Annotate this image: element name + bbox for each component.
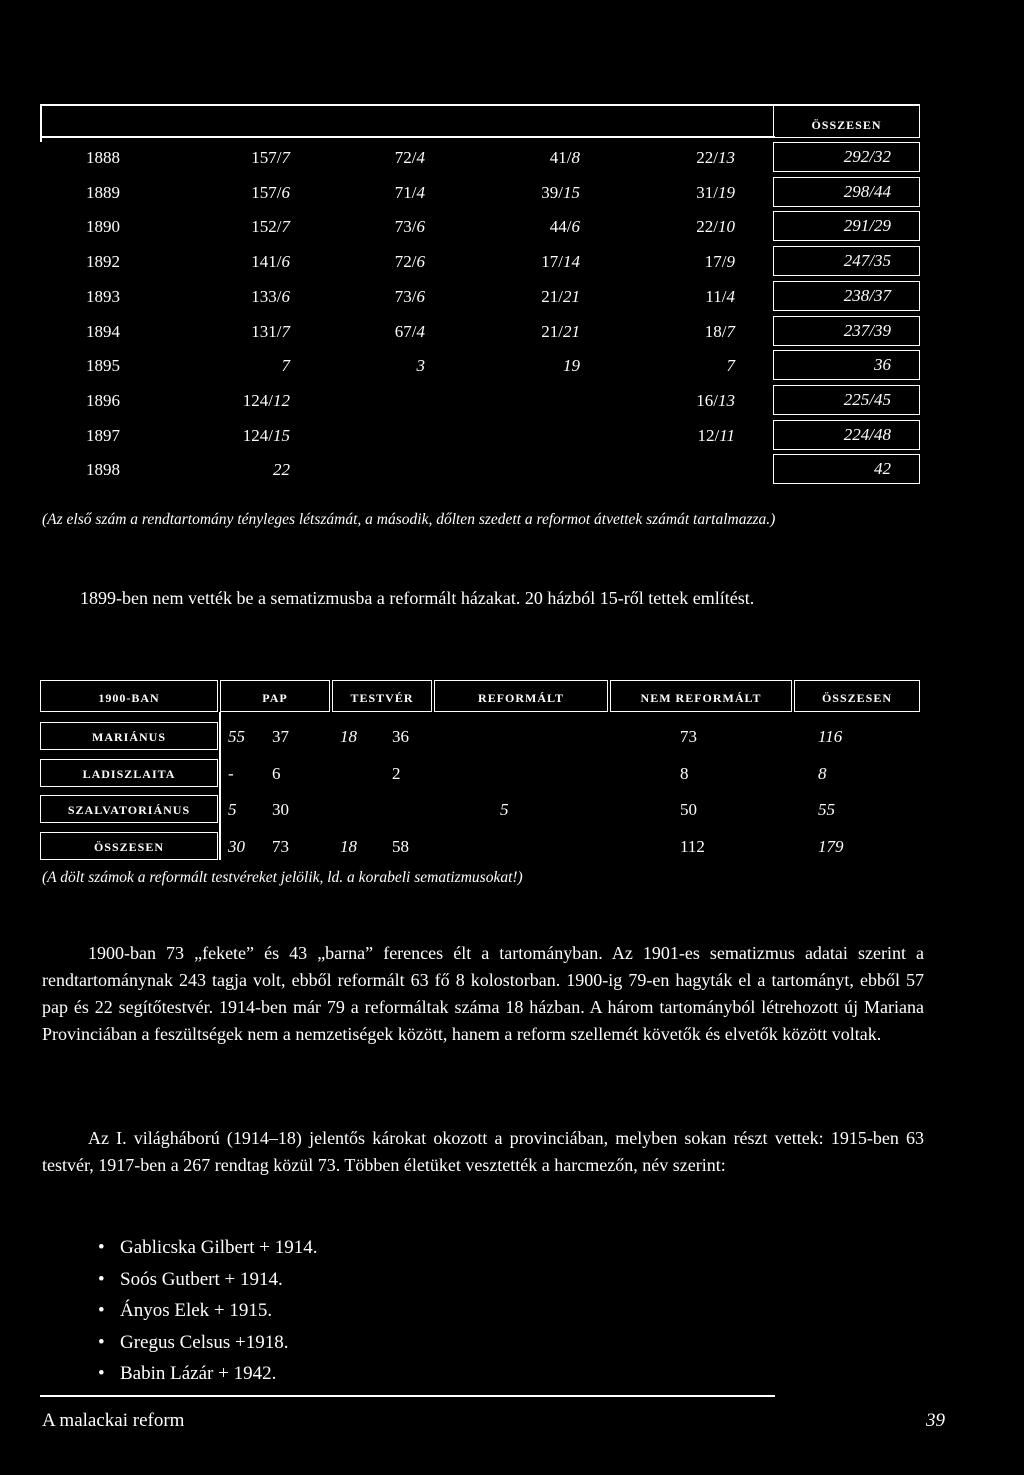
total-value: 36 <box>874 355 891 375</box>
col3-cell: 19 <box>563 356 580 376</box>
pap-cell: 73 <box>272 836 289 856</box>
pap-cell: 37 <box>272 727 289 746</box>
row-label: MARIÁNUS <box>92 730 166 744</box>
total-cell <box>773 385 920 415</box>
osszesen-cell: 8 <box>818 763 827 783</box>
nem-reformalt-cell: 73 <box>680 727 697 746</box>
col1-cell: 133/6 <box>251 286 290 306</box>
total-cell <box>773 246 920 276</box>
year-cell: 1898 <box>86 460 120 480</box>
total-cell <box>773 316 920 346</box>
col2-cell: 72/4 <box>394 148 425 167</box>
col4-cell: 18/7 <box>704 321 735 341</box>
col4-cell: 31/19 <box>696 182 735 202</box>
osszesen-cell: 116 <box>818 727 843 746</box>
col3-cell: 41/8 <box>549 148 580 167</box>
row-label-box <box>40 795 218 823</box>
col2-cell: 3 <box>416 356 425 376</box>
table-2-note: (A dölt számok a reformált testvéreket jelölik, ld. a korabeli sematizmusokat!) <box>42 869 523 886</box>
total-cell <box>773 420 920 450</box>
row-label-box <box>40 832 218 860</box>
table-1-note: (Az első szám a rendtartomány tényleges létszámát, a második, dőlten szedett a reformot átvettek számát tartalmazza.) <box>42 511 776 528</box>
list-item: • Ányos Elek + 1915. <box>98 1295 318 1327</box>
total-cell <box>773 350 920 380</box>
col4-cell: 22/10 <box>696 217 735 237</box>
table-2-header-testver: TESTVÉR <box>332 680 432 712</box>
row-label: SZALVATORIÁNUS <box>67 803 191 817</box>
year-cell: 1897 <box>86 425 120 445</box>
col2-cell: 67/4 <box>394 321 425 341</box>
total-value: 225/45 <box>843 389 891 409</box>
total-cell <box>773 281 920 311</box>
col3-cell: 17/14 <box>541 252 580 272</box>
osszesen-cell: 179 <box>818 836 844 856</box>
list-item: • Soós Gutbert + 1914. <box>98 1264 318 1296</box>
osszesen-cell: 55 <box>818 800 835 819</box>
pap-cell: 30 <box>272 800 289 819</box>
total-value: 237/39 <box>843 320 891 340</box>
row-label-box <box>40 759 218 787</box>
col3-cell: 39/15 <box>541 182 580 202</box>
footer-rule <box>40 1395 775 1397</box>
total-cell <box>773 211 920 241</box>
row-label-box <box>40 722 218 750</box>
testver-ref-cell: 18 <box>340 836 357 856</box>
total-value: 42 <box>874 459 891 479</box>
pap-ref-cell: 5 <box>228 800 237 819</box>
year-cell: 1892 <box>86 252 120 272</box>
pap-ref-cell: - <box>228 763 234 783</box>
year-cell: 1893 <box>86 286 120 306</box>
total-cell <box>773 177 920 207</box>
pap-ref-cell: 55 <box>228 727 245 746</box>
table-2-header-pap: PAP <box>220 680 330 712</box>
col3-cell: 44/6 <box>549 217 580 237</box>
col2-cell: 73/6 <box>394 286 425 306</box>
year-cell: 1890 <box>86 217 120 237</box>
total-cell <box>773 454 920 484</box>
total-value: 224/48 <box>843 424 891 444</box>
col2-cell: 73/6 <box>394 217 425 237</box>
pap-ref-cell: 30 <box>228 836 245 856</box>
col1-cell: 124/15 <box>242 425 290 445</box>
footer-title: A malackai reform <box>42 1410 185 1431</box>
list-item: • Gregus Celsus +1918. <box>98 1327 318 1359</box>
year-cell: 1894 <box>86 321 120 341</box>
paragraph-2: 1900-ban 73 „fekete” és 43 „barna” ferences élt a tartományban. Az 1901-es sematizmus adatai szerint a rendtartománynak 243 tagja volt, ebből reformált 63 fő 8 kolostorban. 1900-ig 79-en hagyták el a tartományt, ebből 57 pap és 22 segítőtestvér. 1914-ben már 79 a reformáltak száma 18 házban. A három tartományból létrehozott új Mariana Provinciában a feszültségek nem a nemzetiségek között, hanem a reform szellemét követők és elvetők között voltak. <box>42 943 924 1044</box>
total-value: 291/29 <box>843 216 891 236</box>
page-number: 39 <box>926 1410 945 1431</box>
fallen-list <box>98 1232 318 1390</box>
list-item: • Gablicska Gilbert + 1914. <box>98 1232 318 1264</box>
table-1-left-rule <box>40 104 42 142</box>
reformalt-cell: 5 <box>500 800 509 819</box>
col4-cell: 11/4 <box>705 286 735 306</box>
table-2-header-nem-reformalt: NEM REFORMÁLT <box>610 680 792 712</box>
table-1-header-rule <box>40 136 775 138</box>
col1-cell: 157/7 <box>251 148 290 167</box>
col1-cell: 157/6 <box>251 182 290 202</box>
total-value: 238/37 <box>843 285 891 305</box>
year-cell: 1896 <box>86 390 120 410</box>
total-value: 298/44 <box>843 181 891 201</box>
nem-reformalt-cell: 112 <box>680 836 705 856</box>
col1-cell: 152/7 <box>251 217 290 237</box>
col2-cell: 71/4 <box>394 182 425 202</box>
table-2-header-reformalt: REFORMÁLT <box>434 680 608 712</box>
paragraph-1: 1899-ben nem vették be a sematizmusba a reformált házakat. 20 házból 15-ről tettek említést. <box>80 588 755 608</box>
col4-cell: 7 <box>726 356 735 376</box>
total-cell <box>773 142 920 172</box>
year-cell: 1888 <box>86 148 120 167</box>
col1-cell: 124/12 <box>242 390 290 410</box>
col3-cell: 21/21 <box>541 286 580 306</box>
year-cell: 1889 <box>86 182 120 202</box>
col1-cell: 22 <box>273 460 290 480</box>
year-cell: 1895 <box>86 356 120 376</box>
total-value: 247/35 <box>843 251 891 271</box>
nem-reformalt-cell: 8 <box>680 763 689 783</box>
pap-cell: 6 <box>272 763 281 783</box>
nem-reformalt-cell: 50 <box>680 800 697 819</box>
col1-cell: 7 <box>281 356 290 376</box>
col2-cell: 72/6 <box>394 252 425 272</box>
testver-ref-cell: 18 <box>340 727 357 746</box>
list-item: • Babin Lázár + 1942. <box>98 1358 318 1390</box>
total-value: 292/32 <box>843 147 891 166</box>
col1-cell: 141/6 <box>251 252 290 272</box>
col3-cell: 21/21 <box>541 321 580 341</box>
col1-cell: 131/7 <box>251 321 290 341</box>
col4-cell: 22/13 <box>696 148 735 167</box>
table-2-header-osszesen: ÖSSZESEN <box>794 680 920 712</box>
testver-cell: 58 <box>392 836 409 856</box>
row-label: LADISZLAITA <box>82 766 176 781</box>
table-1-total-header: ÖSSZESEN <box>773 104 920 138</box>
table-2-column-rule <box>219 712 221 860</box>
testver-cell: 36 <box>392 727 409 746</box>
row-label: ÖSSZESEN <box>93 839 165 854</box>
col4-cell: 17/9 <box>704 252 735 272</box>
col4-cell: 16/13 <box>696 390 735 410</box>
table-2-header-1900: 1900-BAN <box>40 680 218 712</box>
paragraph-3: Az I. világháború (1914–18) jelentős károkat okozott a provinciában, melyben sokan részt vettek: 1915-ben 63 testvér, 1917-ben a 267 rendtag közül 73. Többen életüket vesztették a harcmezőn, név szerint: <box>42 1128 924 1175</box>
col4-cell: 12/11 <box>697 425 735 445</box>
testver-cell: 2 <box>392 763 401 783</box>
